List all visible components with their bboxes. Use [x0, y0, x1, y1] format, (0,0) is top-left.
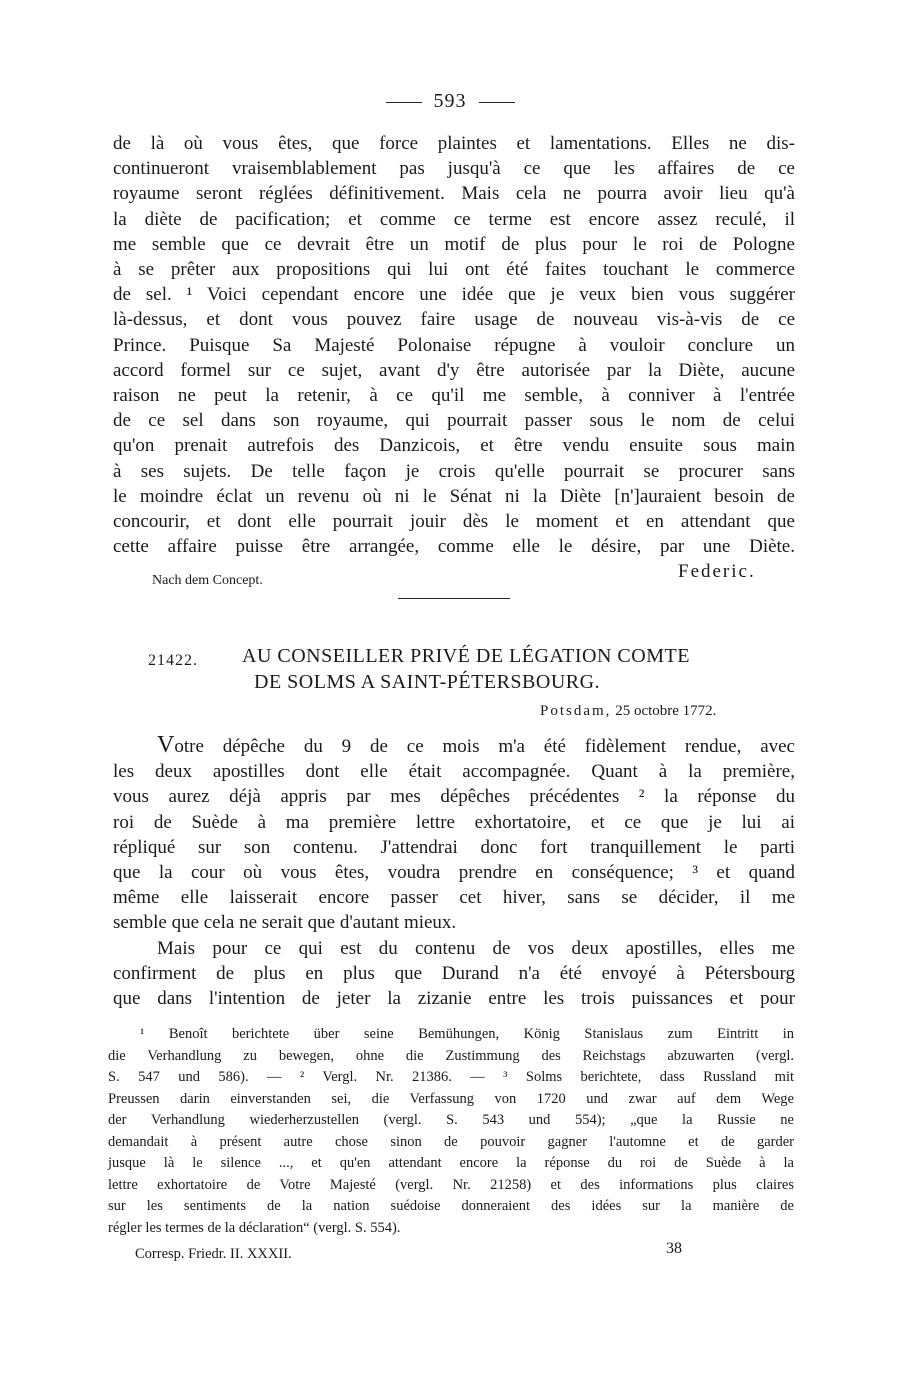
- footnote-line: régler les termes de la déclaration“ (vergl. S. 554).: [108, 1219, 401, 1236]
- text-line: confirment de plus en plus que Durand n'a été envoyé à Pétersbourg: [113, 962, 795, 984]
- text-line: vous aurez déjà appris par mes dépêches précédentes ² la réponse du: [113, 786, 795, 808]
- signature: Federic.: [678, 561, 756, 582]
- footnote-line: S. 547 und 586). — ² Vergl. Nr. 21386. — ³ Solms berichtete, dass Russland mit: [108, 1069, 794, 1085]
- text-line: semble que cela ne serait que d'autant mieux.: [113, 912, 457, 934]
- text-line: [113, 733, 795, 759]
- footnote-line: demandait à présent autre chose sinon de pouvoir gagner l'automne et de garder: [108, 1133, 794, 1150]
- footnote-line: sur les sentiments de la nation suédoise donneraient des idées sur la manière de: [108, 1198, 794, 1214]
- text-line: le moindre éclat un revenu où ni le Sénat ni la Diète [n']auraient besoin de: [113, 485, 795, 507]
- initial-letter: V: [157, 732, 175, 758]
- text-line: de sel. ¹ Voici cependant encore une idée que je veux bien vous suggérer: [113, 284, 795, 306]
- text-line: Mais pour ce qui est du contenu de vos deux apostilles, elles me: [157, 937, 795, 959]
- text-line: concourir, et dont elle pourrait jouir dès le moment et en attendant que: [113, 511, 795, 533]
- header-dash-left: [386, 102, 422, 103]
- text-line: de ce sel dans son royaume, qui pourrait passer sous le nom de celui: [113, 410, 795, 432]
- letter-heading: [242, 643, 772, 695]
- text-line: me semble que ce devrait être un motif de plus pour le roi de Pologne: [113, 233, 795, 255]
- place-date: [540, 703, 716, 720]
- text-line: Prince. Puisque Sa Majesté Polonaise répugne à vouloir conclure un: [113, 334, 795, 356]
- source-note: Nach dem Concept.: [152, 573, 263, 588]
- text-line: continueront vraisemblablement pas jusqu'à ce que les affaires de ce: [113, 158, 795, 180]
- footnote-line: der Verhandlung wiederherzustellen (vergl. S. 543 und 554); „que la Russie ne: [108, 1112, 794, 1128]
- text-line-rest: otre dépêche du 9 de ce mois m'a été fidèlement rendue, avec: [174, 736, 795, 757]
- footnotes: [108, 1024, 794, 1239]
- text-line: à ses sujets. De telle façon je crois qu'elle pourrait se procurer sans: [113, 460, 795, 482]
- heading-line: AU CONSEILLER PRIVÉ DE LÉGATION COMTE: [242, 645, 690, 667]
- text-line: que la cour où vous êtes, voudra prendre en conséquence; ³ et quand: [113, 862, 795, 884]
- text-line: roi de Suède à ma première lettre exhortatoire, et ce que je lui ai: [113, 811, 795, 833]
- footer-sheet-number: 38: [666, 1240, 682, 1257]
- place: Potsdam,: [540, 703, 612, 719]
- footnote-line: lettre exhortatoire de Votre Majesté (vergl. Nr. 21258) et des informations plus claires: [108, 1176, 794, 1193]
- footnote-line: die Verhandlung zu bewegen, ohne die Zustimmung des Reichstags abzuwarten (vergl.: [108, 1047, 794, 1064]
- footer-source: Corresp. Friedr. II. XXXII.: [135, 1246, 292, 1262]
- paragraph-continuation: [113, 131, 795, 559]
- footnote-line: Preussen darin einverstanden sei, die Verfassung von 1720 und zwar auf dem Wege: [108, 1090, 794, 1107]
- date: 25 octobre 1772.: [615, 703, 717, 719]
- text-line: répliqué sur son contenu. J'attendrai donc fort tranquillement le parti: [113, 836, 795, 858]
- text-line: cette affaire puisse être arrangée, comme elle le désire, par une Diète.: [113, 536, 795, 558]
- heading-line: DE SOLMS A SAINT-PÉTERSBOURG.: [254, 671, 601, 693]
- text-line: les deux apostilles dont elle était accompagnée. Quant à la première,: [113, 761, 795, 783]
- section-divider: [398, 598, 510, 599]
- footnote-line: ¹ Benoît berichtete über seine Bemühungen, König Stanislaus zum Eintritt in: [140, 1026, 794, 1042]
- text-line: royaume seront réglées définitivement. Mais cela ne pourra avoir lieu qu'à: [113, 183, 795, 205]
- text-line: la diète de pacification; et comme ce terme est encore assez reculé, il: [113, 208, 795, 230]
- text-line: que dans l'intention de jeter la zizanie entre les trois puissances et pour: [113, 988, 795, 1010]
- page-number: 593: [433, 90, 467, 112]
- letter-body: [113, 733, 795, 1011]
- footnote-line: jusque là le silence ..., et qu'en attendant encore la réponse du roi de Suède à la: [108, 1155, 794, 1171]
- text-line: accord formel sur ce sujet, avant d'y être autorisée par la Diète, aucune: [113, 359, 795, 381]
- text-line: même elle laisserait encore passer cet hiver, sans se décider, il me: [113, 887, 795, 909]
- text-line: là-dessus, et dont vous pouvez faire usage de nouveau vis-à-vis de ce: [113, 309, 795, 331]
- letter-number: 21422.: [148, 652, 198, 669]
- text-line: qu'on prenait autrefois des Danzicois, et être vendu ensuite sous main: [113, 435, 795, 457]
- page-number-header: [0, 90, 900, 113]
- text-line: à se prêter aux propositions qui lui ont été faites touchant le commerce: [113, 259, 795, 281]
- text-line: raison ne peut la retenir, à ce qu'il me semble, à conniver à l'entrée: [113, 385, 795, 407]
- text-line: de là où vous êtes, que force plaintes et lamentations. Elles ne dis-: [113, 133, 795, 154]
- header-dash-right: [479, 102, 515, 103]
